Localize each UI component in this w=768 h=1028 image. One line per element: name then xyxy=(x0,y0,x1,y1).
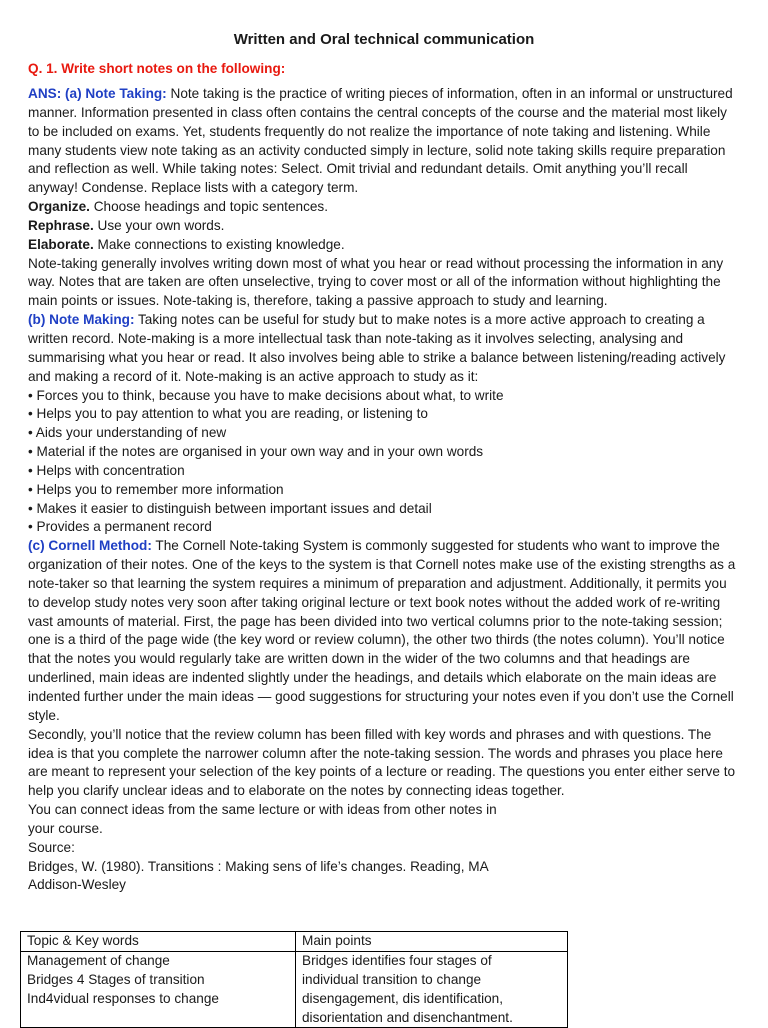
table-cell-line: disengagement, dis identification, xyxy=(302,990,504,1006)
cornell-line-3b: your course. xyxy=(28,820,103,836)
rephrase-text: Use your own words. xyxy=(93,217,225,233)
list-item: • Makes it easier to distinguish between important issues and detail xyxy=(28,500,432,516)
organize-text: Choose headings and topic sentences. xyxy=(89,199,329,215)
source-citation-line-2: Addison-Wesley xyxy=(28,877,126,893)
list-item: • Forces you to think, because you have to make decisions about what, to write xyxy=(28,387,504,403)
question-heading: Q. 1. Write short notes on the following: xyxy=(28,61,286,76)
list-item: • Aids your understanding of new xyxy=(28,425,227,441)
organize-line xyxy=(28,198,736,217)
note-taking-closing: Note-taking generally involves writing down most of what you hear or read without processing the information in any way. Notes that are taken are often unselective, trying to cover most or all of the information without highlighting the main points or issues. Note-taking is, therefore, taking a passive approach to study and learning. xyxy=(28,255,724,309)
elaborate-text: Make connections to existing knowledge. xyxy=(93,236,345,252)
cornell-paragraph xyxy=(28,537,736,725)
table-cell-main-points xyxy=(296,952,568,1028)
table-cell-line: individual transition to change xyxy=(302,971,482,987)
source-label: Source: xyxy=(28,839,75,855)
table-header-main-points: Main points xyxy=(296,932,568,952)
table-cell-line: Management of change xyxy=(27,953,170,968)
note-taking-text: Note taking is the practice of writing pieces of information, often in an informal or unstructured manner. Information presented in class often contains the central concepts of the course and the material most likely to be included on exams. Yet, students frequently do not realize the importance of note taking and listening. While many students view note taking as an activity conducted simply in lecture, solid note taking skills require preparation and reflection as well. While taking notes: Select. Omit trivial and redundant details. Omit anything you’ll recall anyway! Condense. Replace lists with a category term. xyxy=(28,86,733,196)
note-taking-label: ANS: (a) Note Taking: xyxy=(28,86,167,101)
table-cell-line: Ind4vidual responses to change xyxy=(27,990,219,1006)
cornell-line-3a: You can connect ideas from the same lecture or with ideas from other notes in xyxy=(28,802,497,818)
list-item: • Material if the notes are organised in your own way and in your own words xyxy=(28,444,484,460)
rephrase-line xyxy=(28,217,736,236)
elaborate-line xyxy=(28,236,736,255)
table-cell-line: Bridges 4 Stages of transition xyxy=(27,971,205,987)
list-item: • Provides a permanent record xyxy=(28,519,212,535)
table-cell-topic xyxy=(21,952,296,1028)
cornell-table xyxy=(20,931,568,1028)
list-item: • Helps with concentration xyxy=(28,462,185,478)
table-cell-line: disorientation and disenchantment. xyxy=(302,1009,513,1025)
table-row xyxy=(21,952,568,1028)
note-taking-paragraph xyxy=(28,85,736,198)
elaborate-label: Elaborate. xyxy=(28,236,94,252)
organize-label: Organize. xyxy=(28,199,90,215)
cornell-text: The Cornell Note-taking System is commonly suggested for students who want to improve the organization of their notes. One of the keys to the system is that Cornell notes make use of the existing strengths as a note-taker so that learning the system requires a minimum of preparation and adjustment. Additionally, it permits you to develop study notes very soon after taking original lecture or text book notes without the added work of re-writing vast amounts of material. First, the page has been divided into two vertical columns prior to the note-taking session; one is a third of the page wide (the key word or review column), the other two thirds (the notes column). You’ll notice that the notes you would regularly take are written down in the wider of the two columns and that headings are underlined, main ideas are indented slightly under the headings, and details which elaborate on the main ideas are indented further under the main ideas — good suggestions for structuring your notes even if you don’t use the Cornell style. xyxy=(28,538,736,723)
rephrase-label: Rephrase. xyxy=(28,217,94,233)
answer-body xyxy=(28,85,736,895)
cornell-label: (c) Cornell Method: xyxy=(28,538,152,554)
note-making-paragraph xyxy=(28,311,736,386)
list-item: • Helps you to remember more information xyxy=(28,481,284,497)
table-header-row xyxy=(21,932,568,952)
table-header-topic: Topic & Key words xyxy=(21,932,296,952)
cornell-paragraph-2: Secondly, you’ll notice that the review column has been filled with key words and phrases and with questions. The idea is that you complete the narrower column after the note-taking session. The words and phrases you place here are meant to represent your selection of the key points of a lecture or reading. The questions you enter either serve to help you clarify unclear ideas and to elaborate on the notes by connecting ideas together. xyxy=(28,726,736,799)
note-making-text: Taking notes can be useful for study but to make notes is a more active approach to creating a written record. Note-making is a more intellectual task than note-taking as it involves selecting, analysing and summarising what you hear or read. It also involves being able to strike a balance between listening/reading actively and making a record of it. Note-making is an active approach to study as it: xyxy=(28,312,726,384)
list-item: • Helps you to pay attention to what you are reading, or listening to xyxy=(28,406,428,422)
page-title: Written and Oral technical communication xyxy=(233,31,535,48)
note-making-bullets xyxy=(28,387,736,538)
note-making-label: (b) Note Making: xyxy=(28,312,135,328)
source-citation-line-1: Bridges, W. (1980). Transitions : Making sens of life’s changes. Reading, MA xyxy=(28,858,489,874)
table-cell-line: Bridges identifies four stages of xyxy=(302,953,492,968)
